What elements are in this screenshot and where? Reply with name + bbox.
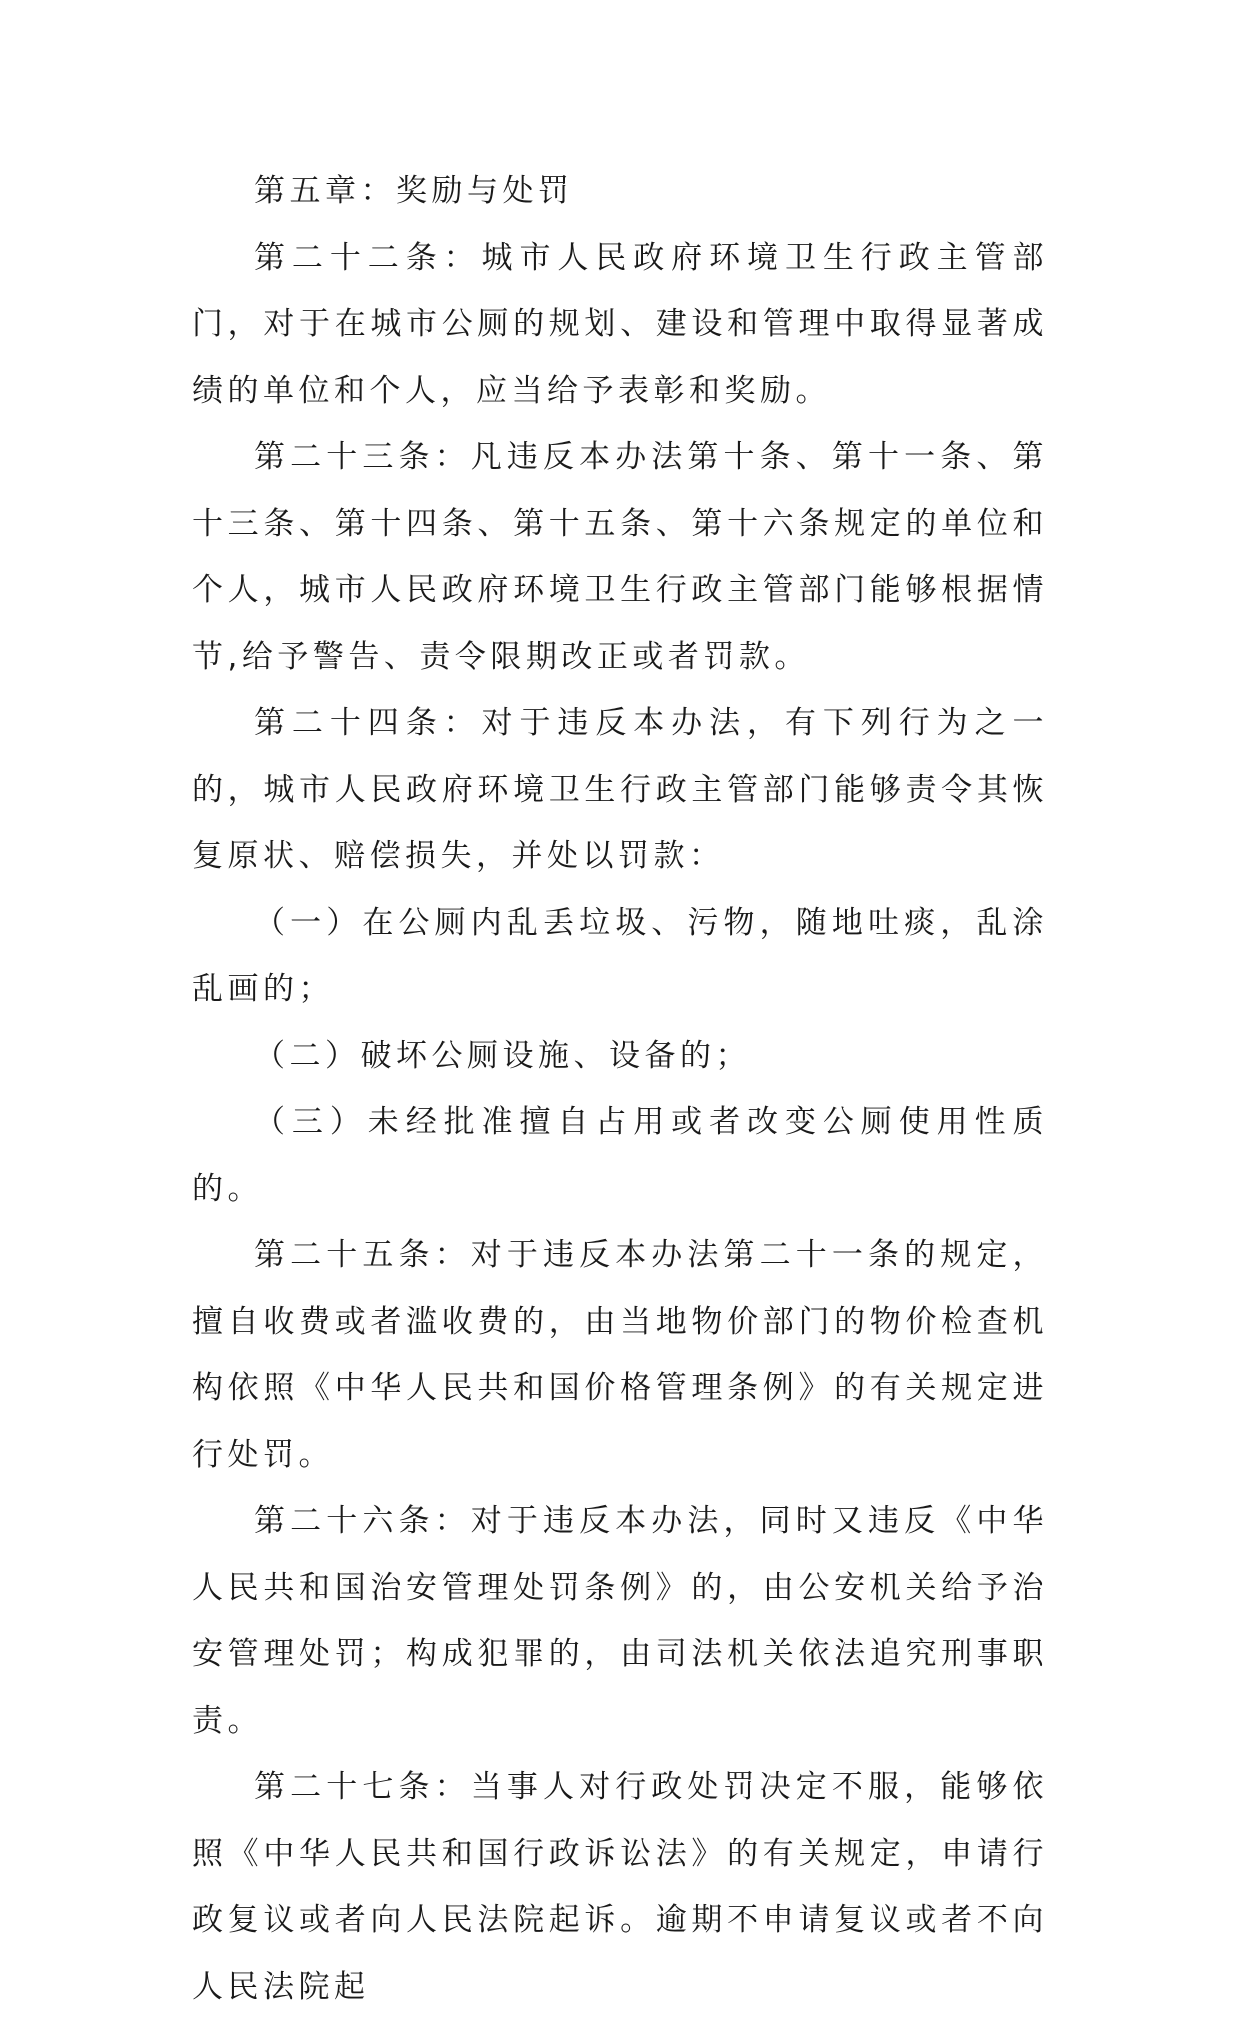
document-page bbox=[192, 158, 1048, 2005]
article-24-item-1: （一）在公厕内乱丢垃圾、污物，随地吐痰，乱涂乱画的； bbox=[192, 904, 1048, 1007]
article-25: 第二十五条：对于违反本办法第二十一条的规定，擅自收费或者滥收费的，由当地物价部门的物价检查机构依照《中华人民共和国价格管理条例》的有关规定进行处罚。 bbox=[192, 1237, 1048, 1473]
article-22: 第二十二条：城市人民政府环境卫生行政主管部门，对于在城市公厕的规划、建设和管理中取得显著成绩的单位和个人，应当给予表彰和奖励。 bbox=[192, 239, 1048, 409]
article-26: 第二十六条：对于违反本办法，同时又违反《中华人民共和国治安管理处罚条例》的，由公安机关给予治安管理处罚；构成犯罪的，由司法机关依法追究刑事职责。 bbox=[192, 1503, 1048, 1739]
article-27: 第二十七条：当事人对行政处罚决定不服，能够依照《中华人民共和国行政诉讼法》的有关规定，申请行政复议或者向人民法院起诉。逾期不申请复议或者不向人民法院起 bbox=[192, 1769, 1048, 2005]
article-24-item-3: （三）未经批准擅自占用或者改变公厕使用性质的。 bbox=[192, 1104, 1048, 1207]
chapter-title: 第五章：奖励与处罚 bbox=[254, 173, 574, 209]
article-23: 第二十三条：凡违反本办法第十条、第十一条、第十三条、第十四条、第十五条、第十六条规定的单位和个人，城市人民政府环境卫生行政主管部门能够根据情节,给予警告、责令限期改正或者罚款。 bbox=[192, 439, 1048, 675]
article-24: 第二十四条：对于违反本办法，有下列行为之一的，城市人民政府环境卫生行政主管部门能够责令其恢复原状、赔偿损失，并处以罚款： bbox=[192, 705, 1048, 874]
article-24-item-2: （二）破坏公厕设施、设备的； bbox=[254, 1037, 751, 1074]
